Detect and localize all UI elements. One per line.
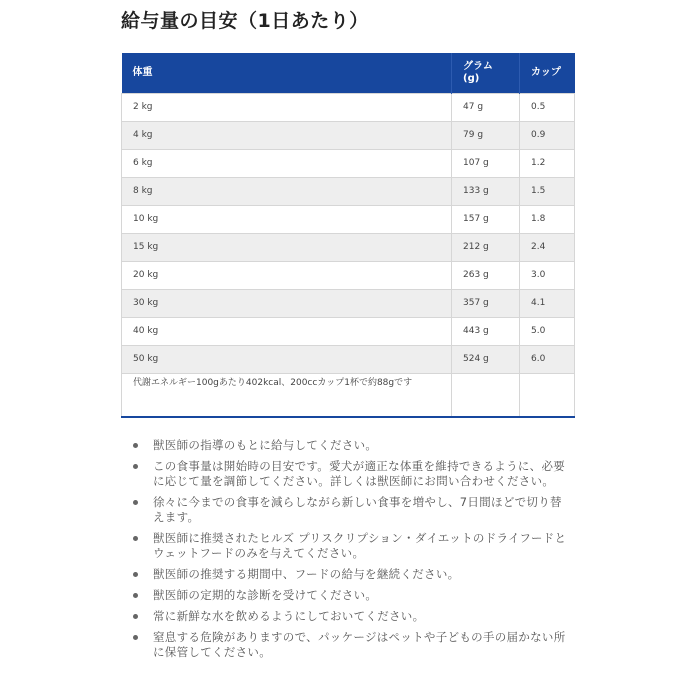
header-gram-unit: (g)	[463, 73, 480, 84]
list-item	[131, 588, 571, 603]
cell-gram: 157 g	[452, 206, 520, 234]
cell-weight: 40 kg	[122, 318, 452, 346]
bullet-icon	[133, 464, 138, 469]
header-gram-label: グラム	[463, 61, 493, 72]
table-row	[122, 122, 575, 150]
header-weight: 体重	[122, 53, 452, 94]
cell-gram: 212 g	[452, 234, 520, 262]
table-note-row	[122, 374, 575, 418]
cell-gram: 107 g	[452, 150, 520, 178]
cell-weight: 30 kg	[122, 290, 452, 318]
cell-cup: 1.5	[520, 178, 575, 206]
cell-weight: 8 kg	[122, 178, 452, 206]
energy-note: 代謝エネルギー100gあたり402kcal、200ccカップ1杯で約88gです	[122, 374, 452, 418]
cell-weight: 10 kg	[122, 206, 452, 234]
cell-gram: 443 g	[452, 318, 520, 346]
table-row	[122, 318, 575, 346]
table-row	[122, 94, 575, 122]
list-item	[131, 567, 571, 582]
instructions-list	[131, 438, 571, 666]
bullet-icon	[133, 572, 138, 577]
list-item	[131, 630, 571, 660]
table-row	[122, 178, 575, 206]
bullet-icon	[133, 635, 138, 640]
list-item-text: この食事量は開始時の目安です。愛犬が適正な体重を維持できるように、必要に応じて量を調節してください。詳しくは獣医師にお問い合わせください。	[153, 459, 566, 488]
cell-cup: 1.2	[520, 150, 575, 178]
cell-cup: 0.5	[520, 94, 575, 122]
list-item	[131, 531, 571, 561]
table-row	[122, 262, 575, 290]
list-item-text: 常に新鮮な水を飲めるようにしておいてください。	[153, 609, 425, 623]
cell-cup: 0.9	[520, 122, 575, 150]
feeding-amount-table	[121, 53, 575, 418]
cell-gram: 79 g	[452, 122, 520, 150]
cell-gram: 357 g	[452, 290, 520, 318]
list-item-text: 獣医師の推奨する期間中、フードの給与を継続ください。	[153, 567, 460, 581]
table-row	[122, 234, 575, 262]
table-row	[122, 290, 575, 318]
cell-gram: 263 g	[452, 262, 520, 290]
cell-weight: 50 kg	[122, 346, 452, 374]
table-header-row	[122, 53, 575, 94]
cell-weight: 15 kg	[122, 234, 452, 262]
bullet-icon	[133, 536, 138, 541]
cell-gram: 133 g	[452, 178, 520, 206]
cell-gram: 524 g	[452, 346, 520, 374]
header-gram	[452, 53, 520, 94]
table-row	[122, 346, 575, 374]
cell-weight: 4 kg	[122, 122, 452, 150]
bullet-icon	[133, 500, 138, 505]
list-item-text: 獣医師の指導のもとに給与してください。	[153, 438, 378, 452]
header-cup: カップ	[520, 53, 575, 94]
table-row	[122, 206, 575, 234]
list-item-text: 徐々に今までの食事を減らしながら新しい食事を増やし、7日間ほどで切り替えます。	[153, 495, 562, 524]
cell-cup: 6.0	[520, 346, 575, 374]
table-row	[122, 150, 575, 178]
cell-weight: 20 kg	[122, 262, 452, 290]
list-item	[131, 459, 571, 489]
note-empty-gram	[452, 374, 520, 418]
cell-cup: 3.0	[520, 262, 575, 290]
bullet-icon	[133, 614, 138, 619]
page-title: 給与量の目安（1日あたり）	[121, 10, 369, 32]
cell-cup: 4.1	[520, 290, 575, 318]
list-item	[131, 495, 571, 525]
cell-weight: 6 kg	[122, 150, 452, 178]
cell-weight: 2 kg	[122, 94, 452, 122]
list-item-text: 窒息する危険がありますので、パッケージはペットや子どもの手の届かない所に保管してください。	[153, 630, 566, 659]
list-item	[131, 438, 571, 453]
cell-gram: 47 g	[452, 94, 520, 122]
bullet-icon	[133, 593, 138, 598]
cell-cup: 1.8	[520, 206, 575, 234]
cell-cup: 5.0	[520, 318, 575, 346]
cell-cup: 2.4	[520, 234, 575, 262]
bullet-icon	[133, 443, 138, 448]
list-item	[131, 609, 571, 624]
list-item-text: 獣医師に推奨されたヒルズ プリスクリプション・ダイエットのドライフードとウェットフードのみを与えてください。	[153, 531, 567, 560]
table-body	[122, 94, 575, 418]
list-item-text: 獣医師の定期的な診断を受けてください。	[153, 588, 378, 602]
note-empty-cup	[520, 374, 575, 418]
